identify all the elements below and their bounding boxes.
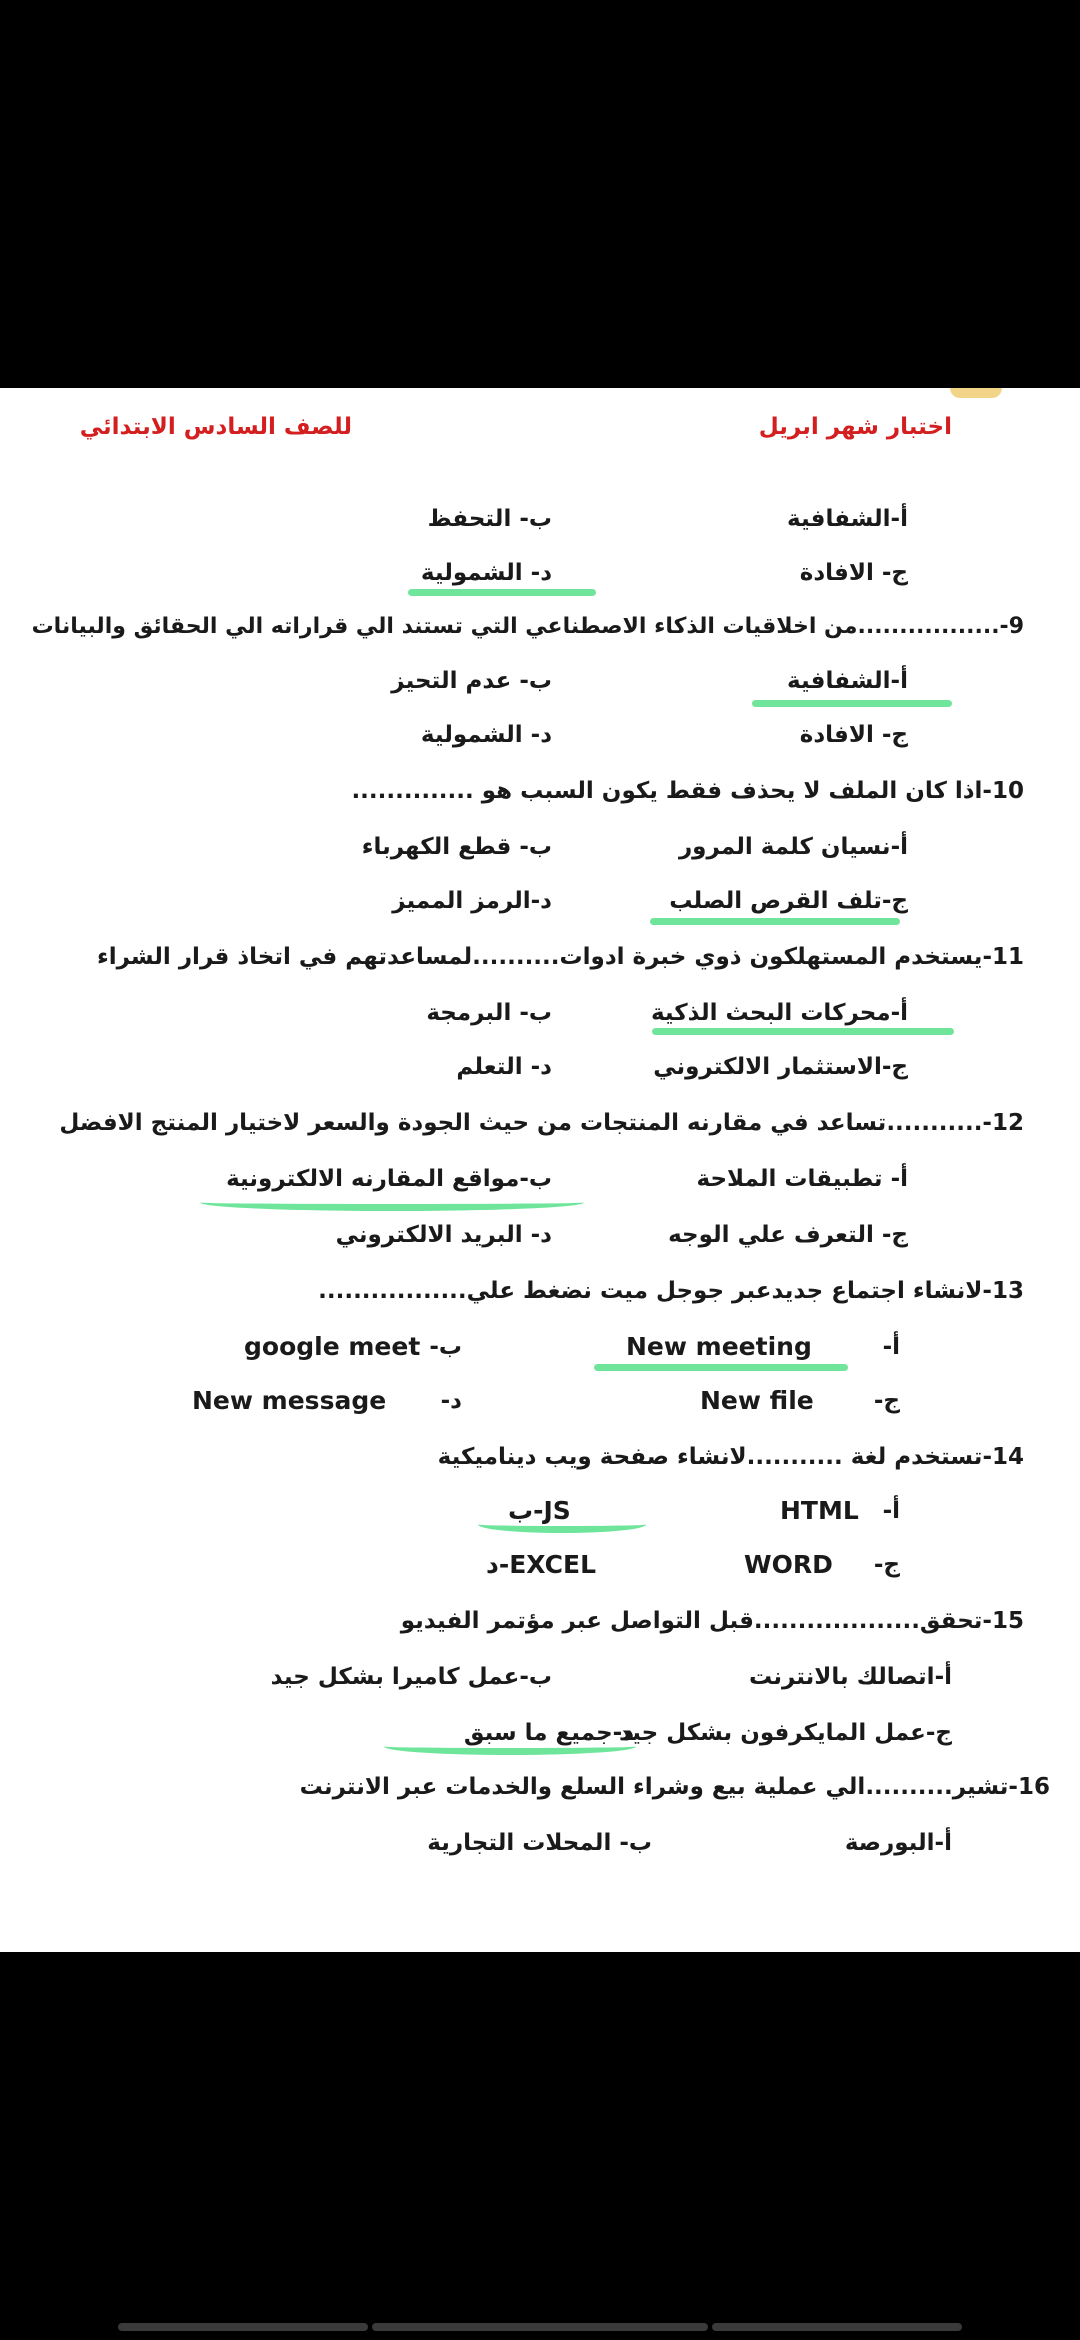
option-text: New message xyxy=(192,1386,387,1415)
scrollbar-segment[interactable] xyxy=(118,2323,368,2331)
option-text: New file xyxy=(700,1386,814,1415)
question-10: 10-اذا كان الملف لا يحذف فقط يكون السبب هو .............. xyxy=(351,778,1024,804)
option-text: د- التعلم xyxy=(456,1054,552,1080)
question-15: 15-تحقق...................قبل التواصل عبر مؤتمر الفيديو xyxy=(400,1608,1024,1634)
scrollbar-segment[interactable] xyxy=(372,2323,708,2331)
option-letter: ج- xyxy=(873,1388,900,1414)
option-text: New meeting xyxy=(626,1332,812,1361)
exam-title: اختبار شهر ابريل xyxy=(758,414,952,440)
option-text: ج- الافادة xyxy=(799,560,908,586)
option-text: ب- التحفظ xyxy=(427,506,552,532)
question-9: 9-.................من اخلاقيات الذكاء الاصطناعي التي تستند الي قراراته الي الحقائق والبيانات xyxy=(31,614,1024,639)
option-text: ب- قطع الكهرباء xyxy=(361,834,552,860)
option-text: ج- التعرف علي الوجه xyxy=(668,1222,908,1248)
option-text: ج-عمل المايكرفون بشكل جيد xyxy=(618,1720,952,1746)
option-letter: أ- xyxy=(882,1334,900,1360)
answer-highlight xyxy=(752,700,952,707)
question-13: 13-لانشاء اجتماع جديدعبر جوجل ميت نضغط علي................. xyxy=(318,1278,1024,1304)
option-text: ج- الافادة xyxy=(799,722,908,748)
option-text: ب-مواقع المقارنه الالكترونية xyxy=(226,1166,552,1192)
question-12: 12-...........تساعد في مقارنه المنتجات من حيث الجودة والسعر لاختيار المنتج الافضل xyxy=(59,1110,1024,1136)
option-text: ج-الاستثمار الالكتروني xyxy=(653,1054,908,1080)
answer-highlight xyxy=(200,1194,584,1211)
option-text: د- البريد الالكتروني xyxy=(335,1222,552,1248)
option-text: أ-محركات البحث الذكية xyxy=(650,1000,908,1026)
option-letter: ج- xyxy=(873,1552,900,1578)
answer-highlight xyxy=(408,589,596,596)
option-text: د-جميع ما سبق xyxy=(463,1720,634,1746)
option-text: د-EXCEL xyxy=(486,1550,597,1579)
question-11: 11-يستخدم المستهلكون ذوي خبرة ادوات..........لمساعدتهم في اتخاذ قرار الشراء xyxy=(96,944,1024,970)
option-letter: ب- xyxy=(429,1334,462,1360)
option-text: ب-JS xyxy=(508,1496,571,1525)
exam-page xyxy=(0,388,1080,1952)
option-text: ب- البرمجة xyxy=(426,1000,552,1026)
option-letter: أ- xyxy=(882,1498,900,1524)
answer-highlight xyxy=(478,1516,646,1533)
option-text: ج-تلف القرص الصلب xyxy=(669,888,908,914)
option-text: WORD xyxy=(744,1550,833,1579)
option-text: أ-الشفافية xyxy=(787,668,908,694)
option-text: أ-البورصة xyxy=(844,1830,952,1856)
answer-highlight xyxy=(594,1364,848,1371)
option-text: د-الرمز المميز xyxy=(392,888,552,914)
option-text: أ-اتصالك بالانترنت xyxy=(748,1664,952,1690)
scrollbar-segment[interactable] xyxy=(712,2323,962,2331)
option-text: أ- تطبيقات الملاحة xyxy=(696,1166,908,1192)
yellow-sticker-mark xyxy=(950,388,1002,398)
question-16: 16-تشير..........الي عملية بيع وشراء السلع والخدمات عبر الانترنت xyxy=(299,1774,1050,1800)
option-text: ب- عدم التحيز xyxy=(391,668,552,694)
option-text: د- الشمولية xyxy=(420,560,552,586)
option-letter: د- xyxy=(440,1388,462,1414)
option-text: ب- المحلات التجارية xyxy=(427,1830,652,1856)
answer-highlight xyxy=(652,1028,954,1035)
option-text: HTML xyxy=(780,1496,859,1525)
option-text: ب-عمل كاميرا بشكل جيد xyxy=(270,1664,552,1690)
option-text: google meet xyxy=(244,1332,421,1361)
answer-highlight xyxy=(650,918,900,925)
option-text: د- الشمولية xyxy=(420,722,552,748)
option-text: أ-الشفافية xyxy=(787,506,908,532)
question-14: 14-تستخدم لغة ...........لانشاء صفحة ويب ديناميكية xyxy=(437,1444,1024,1470)
grade-title: للصف السادس الابتدائي xyxy=(79,414,352,440)
option-text: أ-نسيان كلمة المرور xyxy=(678,834,908,860)
answer-highlight xyxy=(384,1738,636,1755)
